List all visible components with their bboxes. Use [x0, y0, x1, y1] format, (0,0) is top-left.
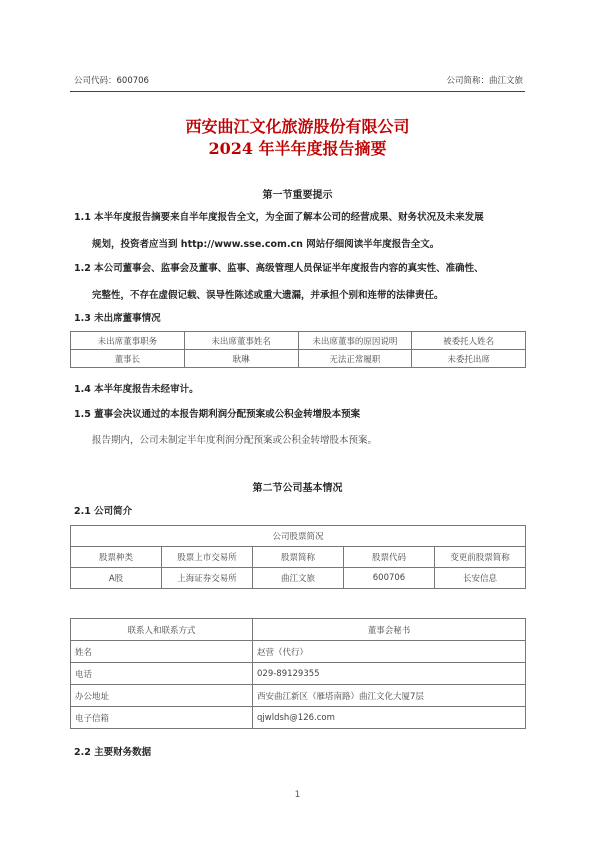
absent-cell: 董事长 [71, 350, 185, 368]
section2-heading: 第二节公司基本情况 [252, 483, 343, 494]
absent-cell: 无法正常履职 [298, 350, 412, 368]
stock-cell: 曲江文旅 [253, 568, 344, 589]
contact-label-cell: 电子信箱 [71, 707, 253, 729]
para-1-4: 1.4 本半年度报告未经审计。 [74, 384, 199, 395]
para-1-1-cont: 规划，投资者应当到 http://www.sse.com.cn 网站仔细阅读半年度报告全文。 [92, 239, 440, 250]
contact-info-table [70, 618, 526, 729]
stock-header-cell: 股票上市交易所 [162, 547, 253, 568]
contact-label-cell: 办公地址 [71, 685, 253, 707]
stock-cell: 上海证券交易所 [162, 568, 253, 589]
stock-header-cell: 股票种类 [71, 547, 162, 568]
absent-directors-table [70, 331, 526, 368]
absent-cell: 未委托出席 [412, 350, 526, 368]
stock-cell: 长安信息 [435, 568, 526, 589]
absent-header-cell: 未出席董事职务 [71, 332, 185, 350]
report-title-company: 西安曲江文化旅游股份有限公司 [185, 117, 410, 136]
contact-value-cell: 赵营（代行） [253, 641, 526, 663]
stock-cell: 600706 [344, 568, 435, 589]
para-1-2: 1.2 本公司董事会、监事会及董事、监事、高级管理人员保证半年度报告内容的真实性、准确性、 [74, 263, 484, 274]
para-2-2: 2.2 主要财务数据 [74, 747, 152, 758]
company-code: 公司代码：600706 [74, 76, 149, 86]
para-1-5: 1.5 董事会决议通过的本报告期利润分配预案或公积金转增股本预案 [74, 409, 361, 420]
contact-header-cell: 联系人和联系方式 [71, 619, 253, 641]
para-1-2-cont: 完整性，不存在虚假记载、误导性陈述或重大遗漏，并承担个别和连带的法律责任。 [92, 290, 444, 301]
contact-value-cell: 029-89129355 [253, 663, 526, 685]
contact-header-cell: 董事会秘书 [253, 619, 526, 641]
stock-header-cell: 股票代码 [344, 547, 435, 568]
para-1-1: 1.1 本半年度报告摘要来自半年度报告全文，为全面了解本公司的经营成果、财务状况及未来发展 [74, 212, 484, 223]
stock-header-cell: 变更前股票简称 [435, 547, 526, 568]
absent-header-cell: 未出席董事姓名 [184, 332, 298, 350]
absent-header-cell: 未出席董事的原因说明 [298, 332, 412, 350]
absent-cell: 耿琳 [184, 350, 298, 368]
section1-heading: 第一节重要提示 [262, 190, 333, 201]
header-divider [70, 91, 525, 92]
contact-label-cell: 电话 [71, 663, 253, 685]
contact-value-cell: 西安曲江新区（雁塔南路）曲江文化大厦7层 [253, 685, 526, 707]
para-1-3: 1.3 未出席董事情况 [74, 313, 161, 324]
report-title-period: 2024 年半年度报告摘要 [208, 139, 387, 158]
stock-header-cell: 股票简称 [253, 547, 344, 568]
stock-table-caption: 公司股票简况 [71, 526, 526, 547]
stock-cell: A股 [71, 568, 162, 589]
company-short-name: 公司简称：曲江文旅 [446, 76, 523, 86]
para-1-5-cont: 报告期内，公司未制定半年度利润分配预案或公积金转增股本预案。 [92, 435, 378, 446]
absent-header-cell: 被委托人姓名 [412, 332, 526, 350]
page-number: 1 [294, 790, 301, 800]
contact-label-cell: 姓名 [71, 641, 253, 663]
para-2-1: 2.1 公司简介 [74, 506, 133, 517]
stock-info-table [70, 525, 526, 589]
contact-value-cell: qjwldsh@126.com [253, 707, 526, 729]
